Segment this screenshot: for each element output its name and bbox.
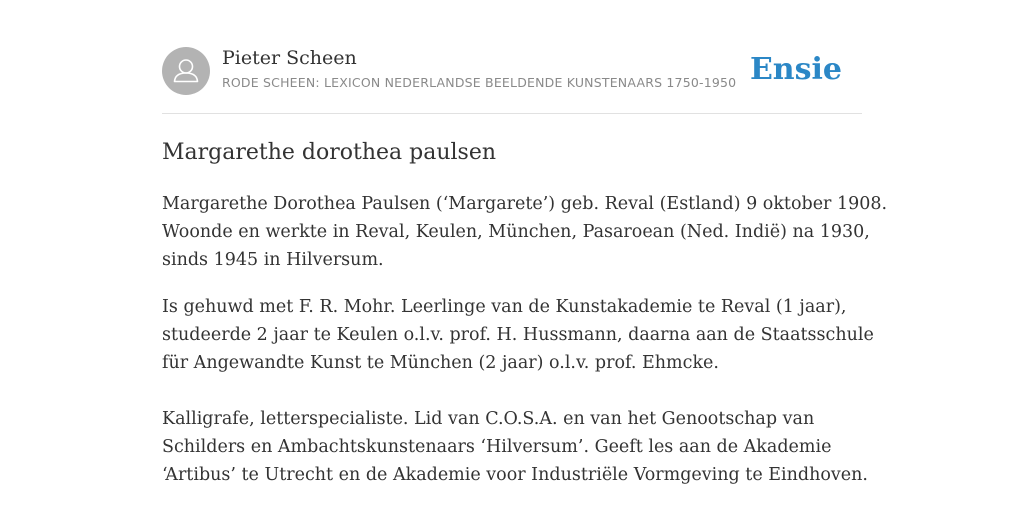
author-name[interactable]: Pieter Scheen [222,47,357,69]
paragraph-line: Is gehuwd met F. R. Mohr. Leerlinge van de Kunstakademie te Reval (1 jaar), [162,297,847,317]
paragraph-line: Margarethe Dorothea Paulsen (‘Margarete’) geb. Reval (Estland) 9 oktober 1908. [162,194,888,214]
user-avatar-icon [162,47,210,95]
paragraph-line: Woonde en werkte in Reval, Keulen, München, Pasaroean (Ned. Indië) na 1930, [162,222,870,242]
paragraph-line: Kalligrafe, letterspecialiste. Lid van C.O.S.A. en van het Genootschap van [162,409,815,429]
entry-page [162,0,888,512]
entry-paragraph-3 [162,405,868,489]
paragraph-line: sinds 1945 in Hilversum. [162,250,384,270]
source-publication[interactable]: RODE SCHEEN: LEXICON NEDERLANDSE BEELDENDE KUNSTENAARS 1750-1950 [222,75,737,90]
entry-title: Margarethe dorothea paulsen [162,140,497,165]
ensie-logo[interactable]: Ensie [749,52,842,87]
paragraph-line: für Angewandte Kunst te München (2 jaar) o.l.v. prof. Ehmcke. [162,353,719,373]
entry-header [162,46,862,96]
entry-paragraph-1 [162,190,888,274]
paragraph-line: studeerde 2 jaar te Keulen o.l.v. prof. H. Hussmann, daarna aan de Staatsschule [162,325,874,345]
author-avatar[interactable] [162,47,210,95]
header-divider [162,113,862,114]
paragraph-line: Schilders en Ambachtskunstenaars ‘Hilversum’. Geeft les aan de Akademie [162,437,832,457]
paragraph-line: ‘Artibus’ te Utrecht en de Akademie voor Industriële Vormgeving te Eindhoven. [162,465,868,485]
entry-paragraph-2 [162,293,874,377]
